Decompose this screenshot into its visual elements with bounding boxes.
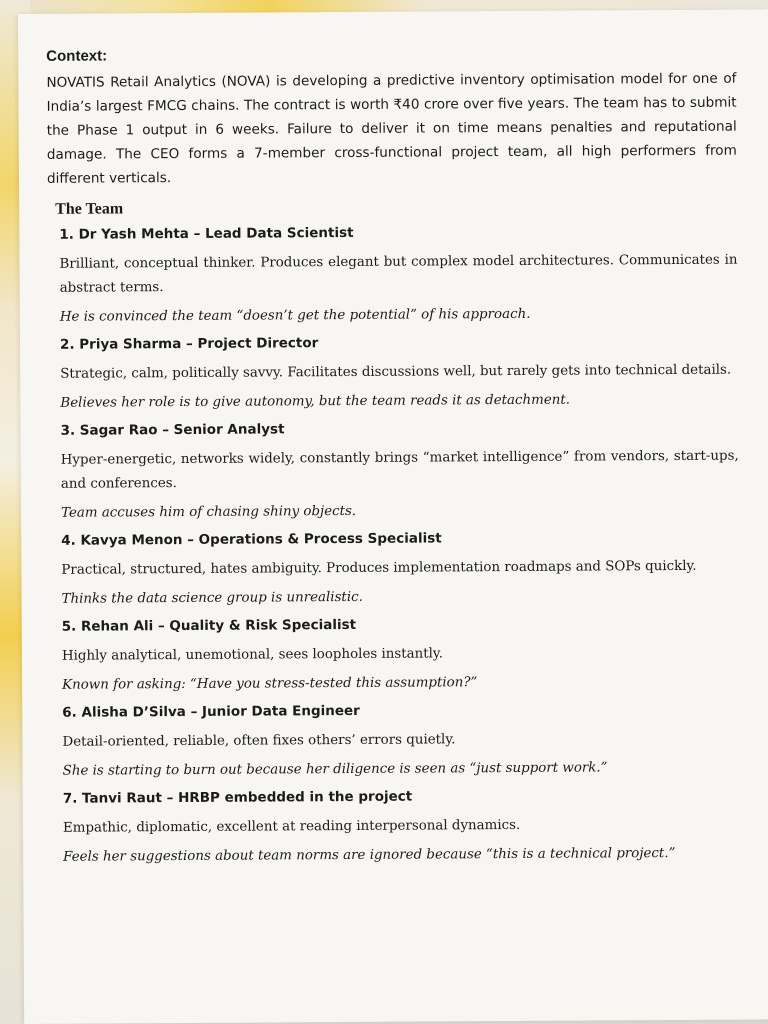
member-description: Practical, structured, hates ambiguity. Produces implementation roadmaps and SOPs quickly. xyxy=(61,558,697,578)
team-member xyxy=(63,787,741,869)
member-title: 2. Priya Sharma – Project Director xyxy=(59,335,319,353)
team-member xyxy=(62,615,740,697)
team-member xyxy=(61,529,739,611)
member-note: Believes her role is to give autonomy, but the team reads it as detachment. xyxy=(60,392,571,411)
member-title: 3. Sagar Rao – Senior Analyst xyxy=(60,421,285,439)
member-title: 4. Kavya Menon – Operations & Process Specialist xyxy=(61,530,442,549)
team-member xyxy=(60,419,739,525)
member-note: Feels her suggestions about team norms are ignored because “this is a technical project.” xyxy=(63,845,676,865)
member-note: Team accuses him of chasing shiny objects. xyxy=(61,503,357,521)
member-description: Highly analytical, unemotional, sees loopholes instantly. xyxy=(61,646,443,664)
document-content xyxy=(46,44,741,875)
member-description: Empathic, diplomatic, excellent at reading interpersonal dynamics. xyxy=(62,817,521,836)
member-note: Known for asking: “Have you stress-tested this assumption?” xyxy=(62,675,478,693)
member-description: Detail-oriented, reliable, often fixes others’ errors quietly. xyxy=(62,732,456,750)
member-note: Thinks the data science group is unrealistic. xyxy=(61,589,363,607)
member-note: She is starting to burn out because her diligence is seen as “just support work.” xyxy=(62,760,608,779)
team-member xyxy=(59,223,738,329)
member-description: Brilliant, conceptual thinker. Produces elegant but complex model architectures. Communicates in abstract terms. xyxy=(59,252,738,296)
member-description: Strategic, calm, politically savvy. Facilitates discussions well, but rarely gets into technical details. xyxy=(60,362,732,382)
member-title: 6. Alisha D’Silva – Junior Data Engineer xyxy=(62,702,360,721)
member-title: 1. Dr Yash Mehta – Lead Data Scientist xyxy=(59,224,354,243)
document-page xyxy=(18,9,768,1024)
member-title: 5. Rehan Ali – Quality & Risk Specialist xyxy=(61,616,357,635)
member-description: Hyper-energetic, networks widely, constantly brings “market intelligence” from vendors, start-ups, and conferences. xyxy=(60,448,739,492)
team-member xyxy=(60,333,738,415)
context-heading: Context: xyxy=(46,47,108,65)
member-title: 7. Tanvi Raut – HRBP embedded in the project xyxy=(62,788,413,807)
member-note: He is convinced the team “doesn’t get the potential” of his approach. xyxy=(59,306,531,325)
team-heading: The Team xyxy=(55,200,124,218)
team-member xyxy=(62,701,740,783)
context-body: NOVATIS Retail Analytics (NOVA) is developing a predictive inventory optimisation model for one of India’s largest FMCG chains. The contract is worth ₹40 crore over five years. The team has to submit the Phase 1 output in 6 weeks. Failure to deliver it on time means penalties and reputational damage. The CEO forms a 7-member cross-functional project team, all high performers from different verticals. xyxy=(46,70,737,187)
